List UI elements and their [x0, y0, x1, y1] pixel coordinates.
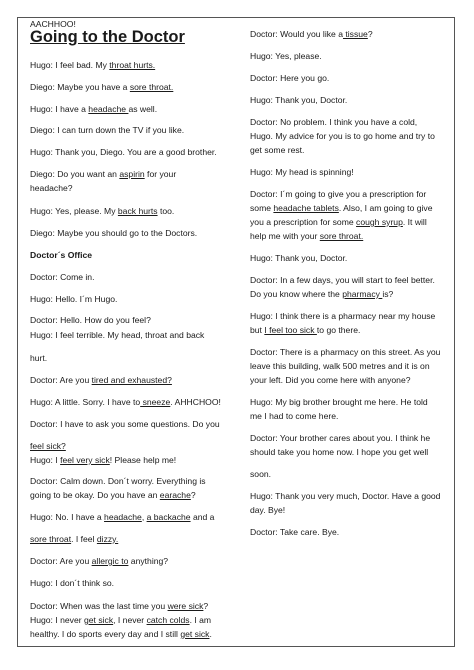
- dialogue-text: Diego: I can turn down the TV if you like.: [30, 125, 185, 135]
- dialogue-text: Hugo: I never: [30, 615, 84, 625]
- dialogue-text: Hugo: I think there is a pharmacy near my house: [250, 311, 436, 321]
- dialogue-text: and a: [190, 512, 215, 522]
- dialogue-text: Hugo: Hello. I´m Hugo.: [30, 294, 118, 304]
- dialogue-text: to go there.: [316, 325, 361, 335]
- dialogue-line: [30, 614, 211, 627]
- vocabulary-term: get sick: [180, 629, 210, 639]
- dialogue-line: [250, 346, 440, 359]
- dialogue-text: ! Please help me!: [109, 455, 177, 465]
- dialogue-text: Hugo: Yes, please. My: [30, 206, 118, 216]
- dialogue-text: . It will: [402, 217, 427, 227]
- dialogue-text: Hugo: I feel bad. My: [30, 60, 110, 70]
- dialogue-line-continuation: [250, 446, 428, 459]
- dialogue-line: [250, 252, 347, 265]
- vocabulary-term: dizzy.: [96, 534, 119, 544]
- dialogue-line: [30, 59, 155, 72]
- dialogue-text: Doctor: In a few days, you will start to feel better.: [250, 275, 435, 285]
- dialogue-text: but: [250, 325, 265, 335]
- dialogue-line: [30, 329, 204, 342]
- dialogue-line: [30, 418, 220, 431]
- dialogue-text: Hugo: A little. Sorry. I have to: [30, 397, 141, 407]
- dialogue-line-continuation: [250, 324, 360, 337]
- dialogue-line: [30, 475, 206, 488]
- dialogue-line: [30, 271, 94, 284]
- dialogue-line-continuation: [250, 360, 430, 373]
- dialogue-text: Hugo: Thank you, Diego. You are a good brother.: [30, 147, 217, 157]
- dialogue-line: [30, 146, 217, 159]
- vocabulary-term: tired and exhausted?: [91, 375, 172, 385]
- dialogue-text: Doctor: I´m going to give you a prescription for: [250, 189, 427, 199]
- dialogue-line-continuation: [30, 440, 66, 453]
- dialogue-text: Doctor: Hello. How do you feel?: [30, 315, 151, 325]
- dialogue-line: [250, 526, 339, 539]
- dialogue-text: as well.: [128, 104, 158, 114]
- dialogue-text: ?: [203, 601, 209, 611]
- vocabulary-term: I feel too sick: [264, 325, 317, 335]
- vocabulary-term: a backache: [146, 512, 191, 522]
- dialogue-text: Doctor: There is a pharmacy on this street. As you: [250, 347, 441, 357]
- dialogue-text: soon.: [250, 469, 272, 479]
- dialogue-text: Doctor: Are you: [30, 556, 92, 566]
- dialogue-text: for your: [144, 169, 177, 179]
- dialogue-text: healthy. I do sports every day and I still: [30, 629, 181, 639]
- dialogue-line: [30, 293, 117, 306]
- dialogue-text: Diego: Do you want an: [30, 169, 120, 179]
- dialogue-text: .: [209, 629, 212, 639]
- dialogue-text: Doctor: Calm down. Don´t worry. Everything is: [30, 476, 206, 486]
- dialogue-text: Do you know where the: [250, 289, 343, 299]
- dialogue-text: ?: [367, 29, 373, 39]
- dialogue-text: Doctor: Would you like a: [250, 29, 343, 39]
- dialogue-line-continuation: [250, 144, 304, 157]
- dialogue-text: me I had to come here.: [250, 411, 339, 421]
- vocabulary-term: aspirin: [119, 169, 145, 179]
- vocabulary-term: sore throat: [30, 534, 72, 544]
- vocabulary-term: catch colds: [146, 615, 190, 625]
- dialogue-text: Doctor: Take care. Bye.: [250, 527, 340, 537]
- dialogue-line: [30, 396, 221, 409]
- dialogue-line-continuation: [30, 628, 212, 641]
- dialogue-text: Doctor: Here you go.: [250, 73, 330, 83]
- dialogue-line: [250, 166, 354, 179]
- dialogue-text: Doctor: Your brother cares about you. I think he: [250, 433, 431, 443]
- dialogue-line: [30, 103, 157, 116]
- vocabulary-term: feel very sick: [60, 455, 110, 465]
- vocabulary-term: throat hurts.: [109, 60, 156, 70]
- dialogue-text: Hugo: I have a: [30, 104, 89, 114]
- dialogue-text: Hugo: I feel terrible. My head, throat and back: [30, 330, 205, 340]
- dialogue-text: ,: [141, 512, 147, 522]
- dialogue-line: [30, 81, 173, 94]
- dialogue-line-continuation: [30, 533, 118, 546]
- dialogue-line-continuation: [30, 352, 47, 365]
- dialogue-line: [250, 396, 428, 409]
- dialogue-text: Doctor: When was the last time you: [30, 601, 168, 611]
- dialogue-line-continuation: [250, 288, 393, 301]
- dialogue-text: , I never: [113, 615, 147, 625]
- vocabulary-term: feel sick?: [30, 441, 66, 451]
- dialogue-text: Diego: Maybe you have a: [30, 82, 130, 92]
- dialogue-text: help me with your: [250, 231, 320, 241]
- dialogue-line: [250, 50, 322, 63]
- dialogue-text: Doctor: No problem. I think you have a cold,: [250, 117, 418, 127]
- vocabulary-term: headache tablets: [273, 203, 339, 213]
- dialogue-text: . I feel: [71, 534, 97, 544]
- dialogue-line: [250, 94, 347, 107]
- dialogue-text: your left. Did you come here with anyone?: [250, 375, 411, 385]
- dialogue-text: day. Bye!: [250, 505, 286, 515]
- dialogue-line: [30, 600, 208, 613]
- dialogue-line-continuation: [30, 182, 73, 195]
- vocabulary-term: sore throat.: [129, 82, 174, 92]
- vocabulary-term: back hurts: [117, 206, 158, 216]
- dialogue-text: AACHHOO!: [30, 19, 76, 29]
- dialogue-text: you a prescription for some: [250, 217, 357, 227]
- dialogue-line: [250, 310, 435, 323]
- dialogue-line-continuation: [30, 18, 76, 31]
- dialogue-text: some: [250, 203, 274, 213]
- dialogue-text: should take you home now. I hope you get well: [250, 447, 429, 457]
- dialogue-text: Hugo: Thank you very much, Doctor. Have a good: [250, 491, 441, 501]
- dialogue-line: [30, 555, 168, 568]
- dialogue-line: [250, 274, 435, 287]
- vocabulary-term: get sick: [83, 615, 114, 625]
- dialogue-line: [250, 188, 426, 201]
- dialogue-line-continuation: [250, 230, 363, 243]
- dialogue-text: Doctor: I have to ask you some questions. Do you: [30, 419, 220, 429]
- vocabulary-term: headache: [104, 512, 142, 522]
- vocabulary-term: cough syrup: [356, 217, 403, 227]
- dialogue-line: [30, 454, 176, 467]
- dialogue-text: Hugo: Thank you, Doctor.: [250, 95, 348, 105]
- dialogue-text: Hugo: I: [30, 455, 61, 465]
- dialogue-text: Diego: Maybe you should go to the Doctors.: [30, 228, 198, 238]
- vocabulary-term: headache: [88, 104, 129, 114]
- dialogue-text: ?: [190, 490, 196, 500]
- dialogue-text: Hugo. My advice for you is to go home and try to: [250, 131, 435, 141]
- dialogue-line: [250, 432, 430, 445]
- dialogue-text: going to be okay. Do you have an: [30, 490, 160, 500]
- dialogue-text: is?: [382, 289, 394, 299]
- dialogue-line: [250, 490, 440, 503]
- dialogue-text: Hugo: Thank you, Doctor.: [250, 253, 348, 263]
- dialogue-line-continuation: [30, 489, 196, 502]
- dialogue-text: Hugo: Yes, please.: [250, 51, 322, 61]
- dialogue-text: get some rest.: [250, 145, 305, 155]
- dialogue-text: Hugo: My head is spinning!: [250, 167, 354, 177]
- dialogue-line: [30, 374, 172, 387]
- dialogue-text: Hugo: My big brother brought me here. He told: [250, 397, 428, 407]
- dialogue-line-continuation: [250, 130, 435, 143]
- dialogue-text: . Also, I am going to give: [338, 203, 433, 213]
- dialogue-line: [30, 168, 176, 181]
- vocabulary-term: sneeze: [140, 397, 171, 407]
- dialogue-text: Hugo: I don´t think so.: [30, 578, 115, 588]
- dialogue-line: [30, 314, 151, 327]
- dialogue-line: [30, 227, 197, 240]
- dialogue-line-continuation: [250, 410, 338, 423]
- dialogue-text: . I am: [189, 615, 212, 625]
- dialogue-line-continuation: [250, 468, 271, 481]
- dialogue-line-continuation: [250, 504, 285, 517]
- worksheet-page: [17, 17, 455, 647]
- vocabulary-term: allergic to: [91, 556, 129, 566]
- dialogue-text: Doctor: Come in.: [30, 272, 95, 282]
- dialogue-text: . AHHCHOO!: [170, 397, 221, 407]
- dialogue-line-continuation: [250, 374, 411, 387]
- dialogue-text: Doctor: Are you: [30, 375, 92, 385]
- dialogue-line: [30, 205, 174, 218]
- section-heading: Doctor´s Office: [30, 250, 93, 260]
- dialogue-text: anything?: [128, 556, 169, 566]
- dialogue-text: headache?: [30, 183, 73, 193]
- dialogue-line: [250, 28, 373, 41]
- dialogue-line-continuation: [250, 202, 433, 215]
- dialogue-text: Hugo: No. I have a: [30, 512, 105, 522]
- dialogue-line: [30, 577, 114, 590]
- dialogue-text: leave this building, walk 500 metres and it is on: [250, 361, 430, 371]
- dialogue-text: hurt.: [30, 353, 48, 363]
- dialogue-line-continuation: [250, 216, 427, 229]
- dialogue-text: too.: [157, 206, 175, 216]
- vocabulary-term: earache: [159, 490, 191, 500]
- vocabulary-term: tissue: [342, 29, 368, 39]
- page-title: Going to the Doctor: [30, 28, 185, 46]
- vocabulary-term: pharmacy: [342, 289, 383, 299]
- dialogue-line: [250, 72, 329, 85]
- vocabulary-term: sore throat.: [319, 231, 364, 241]
- dialogue-line: [30, 511, 214, 524]
- dialogue-line: [250, 116, 417, 129]
- vocabulary-term: were sick: [167, 601, 204, 611]
- dialogue-line: [30, 124, 184, 137]
